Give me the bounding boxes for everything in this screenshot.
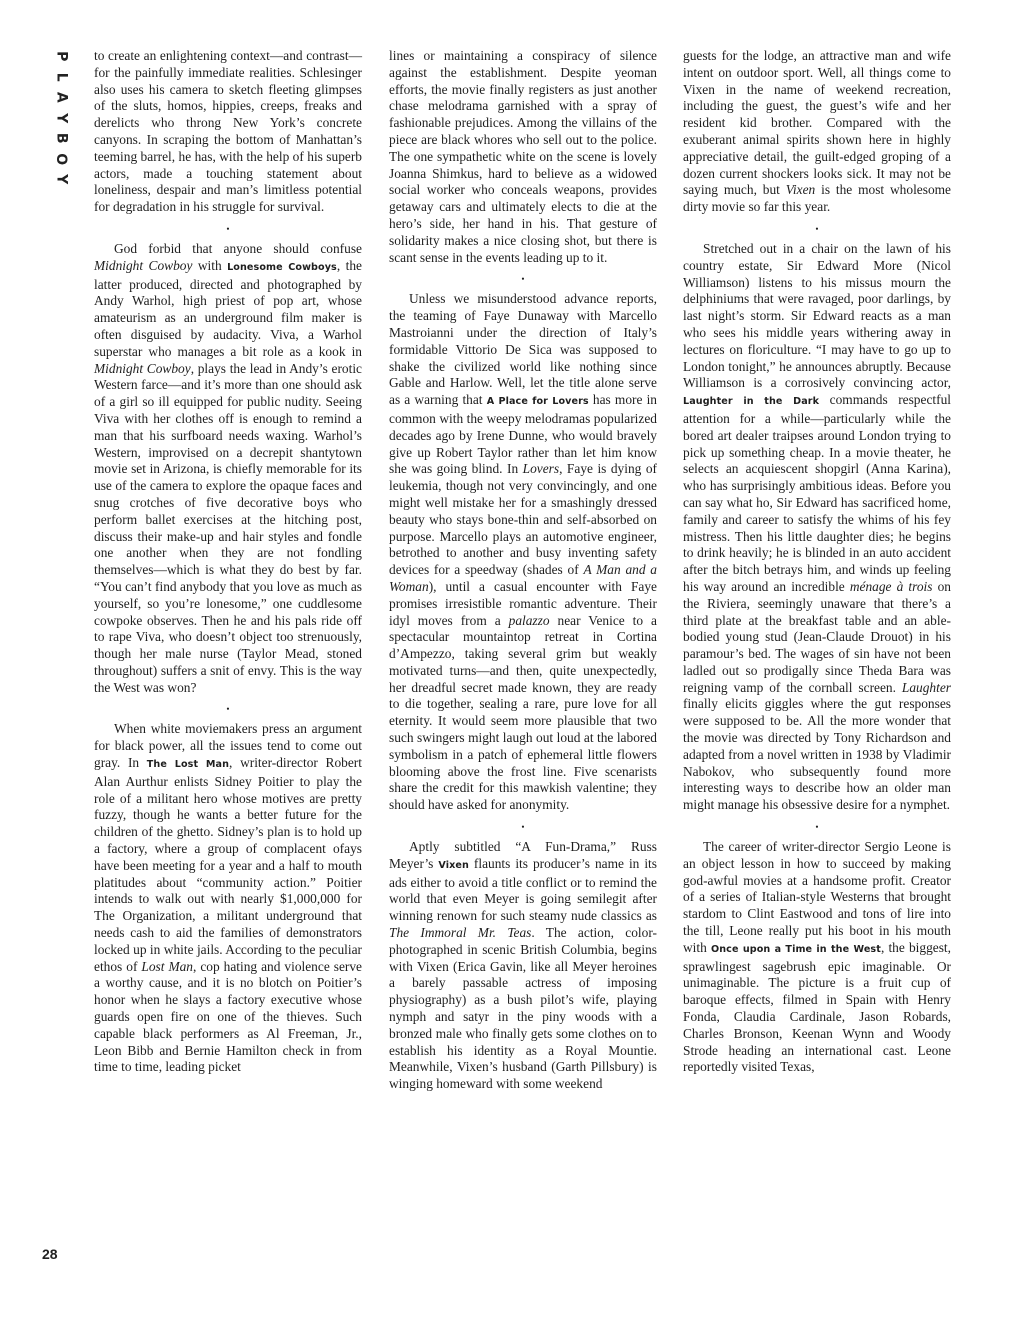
text-run: Unless we misunderstood advance reports, the teaming of Faye Dunaway with Marcello Mastroianni under the direction of Italy’s formidable Vittorio De Sica was supposed to shake the civilized world like nothing since Gable and Harlow. Well, let the title alone serve as a warning that: [389, 291, 657, 408]
article-paragraph: [683, 241, 951, 814]
text-run: flaunts its producer’s name in its ads either to avoid a title conflict or to remind the world that even Meyer is going semilegit after winning renown for such steamy nude classics as: [389, 855, 657, 924]
italic-title: ménage à trois: [849, 578, 933, 594]
text-run: lines or maintaining a conspiracy of silence against the establishment. Despite yeoman efforts, the movie finally registers as just another chase melodrama garnished with a spray of fashionable prejudices. Among the villains of the piece are black whores who sell out to the police. The one sympathetic white on the scene is lovely Joanna Shimkus, hard to believe as a widowed social worker who conceals weapons, provides getaway cars and ultimately elects to die at the hero’s side, her hand in his. That gesture of solidarity makes a nice closing shot, but there is scant sense in the events leading up to it.: [389, 48, 657, 265]
film-title: Laughter in the Dark: [683, 396, 820, 408]
article-paragraph: [683, 48, 951, 216]
text-run: God forbid that anyone should confuse: [114, 240, 362, 256]
section-separator: •: [226, 704, 230, 715]
masthead-letter: L: [53, 72, 70, 82]
masthead-letter: Y: [53, 112, 70, 123]
text-run: guests for the lodge, an attractive man and wife intent on outdoor sport. Well, all things come to Vixen in the name of weekend recreation, including the guest, the guest’s wife and her resident kid brother. Compared with the exuberant animal spirits shown here in highly appreciative detail, the guilt-edged groping of a dozen current shockers looks sick. It may not be saying much, but: [683, 48, 951, 198]
film-title: The Lost Man: [146, 759, 230, 771]
text-column-1: [94, 48, 362, 1076]
italic-title: Lovers: [522, 461, 560, 477]
italic-title: Laughter: [901, 679, 951, 695]
text-column-3: [683, 48, 951, 1076]
text-run: with: [192, 257, 228, 273]
section-separator: •: [815, 822, 819, 833]
text-run: commands respectful attention for a while—particularly while the bored art dealer traipses around London trying to pick up something cheap. In a movie theater, he selects an acquiescent shopgirl (Anna Karina), who has surprisingly ambitious ideas. Before you can say what ho, Sir Edward has sacrificed home, family and career to satisfy the whims of his fey mistress. Then his little daughter dies; he begins to drink heavily; he is blinded in an auto accident after the bitch betrays him, and winds up feeling his way around an incredible: [683, 392, 951, 594]
text-run: . The action, color-photographed in scenic British Columbia, begins with Vixen (Erica Gavin, like all Meyer heroines a barely passable actress of imposing physiography) as a bush pilot’s wife, playing nymph and satyr in the piny woods with a bronzed male who finally gets some clothes on to establish his identity as a Royal Mountie. Meanwhile, Vixen’s husband (Garth Pillsbury) is winging homeward with some weekend: [389, 925, 657, 1092]
film-title: Vixen: [438, 859, 469, 871]
masthead-letter: B: [53, 132, 70, 144]
text-run: to create an enlightening context—and contrast—for the painfully immediate realities. Schlesinger also uses his camera to sketch fleeting glimpses of the sluts, homos, hippies, creeps, freaks and derelicts who throng New York’s concrete canyons. In scraping the bottom of Manhattan’s teeming barrel, he has, with the help of his superb actors, made a touching statement about loneliness, despair and man’s limitless potential for degradation in his struggle for survival.: [94, 48, 362, 215]
text-run: Aptly subtitled “A Fun-Drama,” Russ Meyer’s: [389, 839, 657, 871]
section-separator: •: [521, 822, 525, 833]
masthead-letter: A: [53, 91, 70, 103]
text-run: near Venice to a spectacular mountaintop retreat in Cortina d’Ampezzo, taking several grim but weakly motivated turns—and then, quite unexpectedly, her dreadful secret made known, they are ready to die together, sealing a rare, pure love for all eternity. It would seem more plausible that two such swingers might laugh out loud at the labored symbolism in a patch of ephemeral little flowers blooming above the frost line. Five scenarists share the credit for this mawkish valentine; they should have asked for anonymity.: [389, 612, 658, 813]
italic-title: A Man and a Woman: [389, 562, 658, 594]
text-run: is the most wholesome dirty movie so far this year.: [683, 182, 951, 215]
article-paragraph: [94, 48, 362, 216]
film-title: Lonesome Cowboys: [227, 261, 337, 273]
italic-title: Lost Man: [141, 958, 193, 974]
text-run: ), until a casual encounter with Faye promises irresistible romantic adventure. Their idyl moves from a: [389, 578, 657, 628]
magazine-masthead: [48, 46, 74, 196]
article-paragraph: [94, 721, 362, 1076]
italic-title: Midnight Cowboy: [94, 257, 193, 273]
text-run: When white moviemakers press an argument for black power, all the issues tend to come out gray. In: [94, 721, 362, 771]
italic-title: Vixen: [785, 182, 816, 198]
text-run: has more in common with the weepy melodramas popularized decades ago by Irene Dunne, who would bravely give up Robert Taylor rather than let him know she was going blind. In: [389, 392, 657, 477]
masthead-letter: O: [53, 152, 70, 165]
film-title: A Place for Lovers: [486, 396, 589, 408]
italic-title: palazzo: [508, 612, 550, 628]
text-run: , the biggest, sprawlingest sagebrush epic imaginable. Or unimaginable. The picture is a fruit cup of baroque effects, filmed in Spain with Henry Fonda, Claudia Cardinale, Jason Robards, Charles Bronson, Keenan Wynn and Woody Strode heading an international cast. Leone reportedly visited Texas,: [683, 939, 952, 1075]
article-paragraph: [389, 291, 657, 814]
article-paragraph: [389, 48, 657, 266]
text-run: Stretched out in a chair on the lawn of his country estate, Sir Edward More (Nicol Williamson) listens to his missus mourn the delphiniums that were ravaged, poor darlings, by last night’s storm. Sir Edward reacts as a man who sees his middle years withering away in lectures on floriculture. “I may have to go up to London tonight,” he announces abruptly. Because Williamson is a corrosively convincing actor,: [683, 240, 951, 391]
article-paragraph: [94, 241, 362, 697]
text-run: , plays the lead in Andy’s erotic Western farce—and it’s more than one should ask of a girl so ill equipped for public nudity. Seeing Viva with her clothes off is enough to remind a man that his surfboard needs waxing. Warhol’s Western, improvised on a decrepit shantytown movie set in Arizona, is chiefly memorable for its use of the camera to explore the opaque faces and snug crotches of five decorative boys who perform ballet exercises at the hitching post, discuss their make-up and hair styles and fondle one another when they are not fondling themselves—which is what they do best by far. “You can’t find anybody that you love as much as yourself, so you’re lonesome,” one cuddlesome cowpoke observes. Then he and his pals ride off to rape Viva, who doesn’t object too strenuously, though her male nurse (Taylor Mead, stoned throughout) suffers a snit of envy. This is the way the West was won?: [94, 360, 362, 695]
section-separator: •: [815, 223, 819, 234]
text-run: , the latter produced, directed and photographed by Andy Warhol, high priest of pop art, whose amateurism as an underground film maker is often disguised by audacity. Viva, a Warhol superstar who manages a bit role as a kook in: [94, 257, 362, 359]
text-run: on the Riviera, seemingly unaware that there’s a third plate at the breakfast table and an able-bodied young stud (Jean-Claude Drouot) in his paramour’s bed. The wages of sin have not been ladled out so prodigally since Theda Bara was reigning vamp of the cornball screen.: [683, 578, 951, 695]
text-run: , Faye is dying of leukemia, though not very convincingly, and one might well mistake her for a smashingly dressed beauty who stays bone-thin and self-absorbed on purpose. Marcello plays an automotive engineer, betrothed to another and busy inventing safety devices for a speedway (shades of: [389, 461, 657, 578]
italic-title: The Immoral Mr. Teas: [389, 925, 532, 941]
masthead-letter: Y: [53, 174, 70, 185]
text-run: The career of writer-director Sergio Leone is an object lesson in how to succeed by making god-awful movies at a handsome profit. Creator of a series of Italian-style Westerns that brought stardom to Clint Eastwood and tons of lire into the till, Leone really put his boot in his mouth with: [683, 839, 951, 955]
text-column-2: [389, 48, 657, 1093]
text-run: finally elicits giggles where the gut responses were supposed to be. All the more wonder that the movie was directed by Tony Richardson and adapted from a novel written in 1938 by Vladimir Nabokov, who subsequently found more interesting ways to describe how an older man might manage his obsessive desire for a nymphet.: [683, 696, 951, 813]
italic-title: Midnight Cowboy: [94, 360, 191, 376]
text-run: , cop hating and violence serve a worthy cause, and it is no blotch on Poitier’s honor when he slays a factory executive whose guards open fire on one of the thieves. Such capable black performers as Al Freeman, Jr., Leon Bibb and Bernie Hamilton check in from time to time, leading picket: [94, 958, 362, 1075]
masthead-letter: P: [53, 51, 70, 62]
section-separator: •: [226, 223, 230, 234]
page-number: 28: [42, 1246, 58, 1262]
section-separator: •: [521, 274, 525, 285]
article-paragraph: [683, 839, 951, 1076]
film-title: Once upon a Time in the West: [710, 943, 881, 955]
text-run: , writer-director Robert Alan Aurthur enlists Sidney Poitier to play the role of a militant hero whose motives are pretty fuzzy, though he wants a better future for the children of the ghetto. Sidney’s plan is to hold up a factory, where a group of complacent ofays have been meeting for a year and a half to mouth platitudes about “community action.” Poitier intends to walk out with nearly $1,000,000 for The Organization, a militant underground that needs cash to aid the families of demonstrators locked up in white jails. According to the peculiar ethos of: [94, 755, 362, 974]
article-paragraph: [389, 839, 657, 1093]
